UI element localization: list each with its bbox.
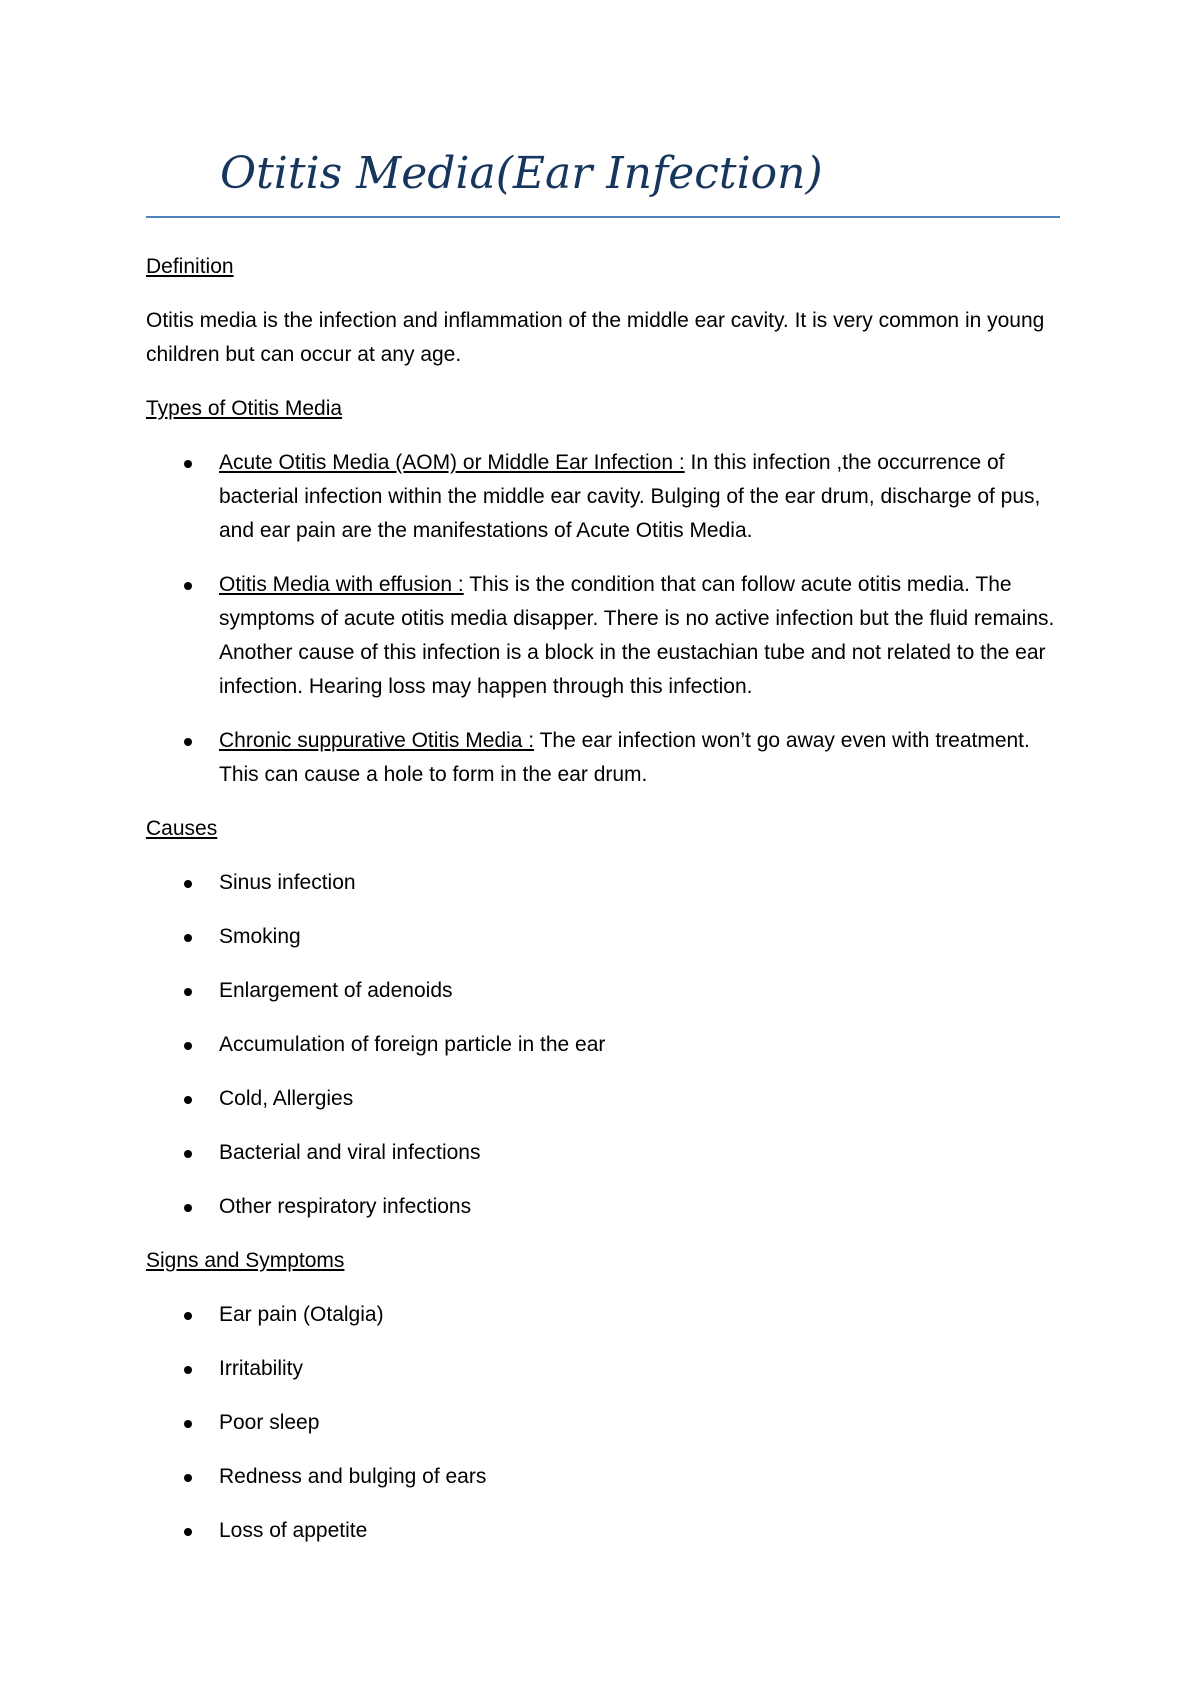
bullet-icon: [184, 1204, 192, 1212]
title-block: [146, 148, 1060, 218]
cause-text: Accumulation of foreign particle in the ear: [219, 1033, 606, 1056]
causes-list: [146, 866, 1066, 1224]
list-item-type-effusion: [146, 568, 1066, 704]
bullet-icon: [184, 582, 192, 590]
list-item: [146, 1082, 1066, 1116]
bullet-icon: [184, 880, 192, 888]
list-item: [146, 1028, 1066, 1062]
type-term: Otitis Media with effusion :: [219, 573, 464, 596]
type-description: In this infection ,the occurrence of bacterial infection within the middle ear cavity. Bulging of the ear drum, discharge of pus, and ear pain are the manifestations of Acute Otitis Media.: [219, 451, 1041, 542]
bullet-icon: [184, 1150, 192, 1158]
list-item: [146, 920, 1066, 954]
list-item: [146, 1136, 1066, 1170]
type-term: Chronic suppurative Otitis Media :: [219, 729, 535, 752]
cause-text: Bacterial and viral infections: [219, 1141, 481, 1164]
symptom-text: Poor sleep: [219, 1411, 320, 1434]
symptoms-heading: Signs and Symptoms: [146, 1249, 345, 1272]
list-item: [146, 1460, 1066, 1494]
page-title: Otitis Media(Ear Infection): [220, 148, 823, 199]
list-item: [146, 1352, 1066, 1386]
type-description: The ear infection won’t go away even with treatment. This can cause a hole to form in the ear drum.: [219, 729, 1030, 786]
cause-text: Other respiratory infections: [219, 1195, 472, 1218]
list-item: [146, 1190, 1066, 1224]
causes-heading: Causes: [146, 817, 218, 840]
list-item: [146, 1406, 1066, 1440]
definition-text: Otitis media is the infection and inflammation of the middle ear cavity. It is very common in young children but can occur at any age.: [146, 309, 1045, 366]
symptom-text: Redness and bulging of ears: [219, 1465, 487, 1488]
bullet-icon: [184, 934, 192, 942]
bullet-icon: [184, 1420, 192, 1428]
bullet-icon: [184, 738, 192, 746]
types-list: [146, 446, 1066, 792]
cause-text: Enlargement of adenoids: [219, 979, 453, 1002]
bullet-icon: [184, 1366, 192, 1374]
bullet-icon: [184, 1528, 192, 1536]
definition-heading: Definition: [146, 255, 234, 278]
symptom-text: Ear pain (Otalgia): [219, 1303, 384, 1326]
list-item: [146, 1298, 1066, 1332]
type-description: This is the condition that can follow acute otitis media. The symptoms of acute otitis media disapper. There is no active infection but the fluid remains. Another cause of this infection is a block in the eustachian tube and not related to the ear infection. Hearing loss may happen through this infection.: [219, 573, 1055, 698]
cause-text: Smoking: [219, 925, 301, 948]
list-item-type-chronic: [146, 724, 1066, 792]
bullet-icon: [184, 1096, 192, 1104]
list-item: [146, 866, 1066, 900]
cause-text: Cold, Allergies: [219, 1087, 354, 1110]
list-item: [146, 1514, 1066, 1548]
bullet-icon: [184, 1474, 192, 1482]
list-item: [146, 974, 1066, 1008]
symptom-text: Loss of appetite: [219, 1519, 368, 1542]
symptoms-list: [146, 1298, 1066, 1548]
document-body: [146, 250, 1066, 1568]
list-item-type-aom: [146, 446, 1066, 548]
bullet-icon: [184, 1312, 192, 1320]
bullet-icon: [184, 988, 192, 996]
cause-text: Sinus infection: [219, 871, 356, 894]
bullet-icon: [184, 1042, 192, 1050]
types-heading: Types of Otitis Media: [146, 397, 343, 420]
bullet-icon: [184, 460, 192, 468]
symptom-text: Irritability: [219, 1357, 304, 1380]
type-term: Acute Otitis Media (AOM) or Middle Ear Infection :: [219, 451, 685, 474]
